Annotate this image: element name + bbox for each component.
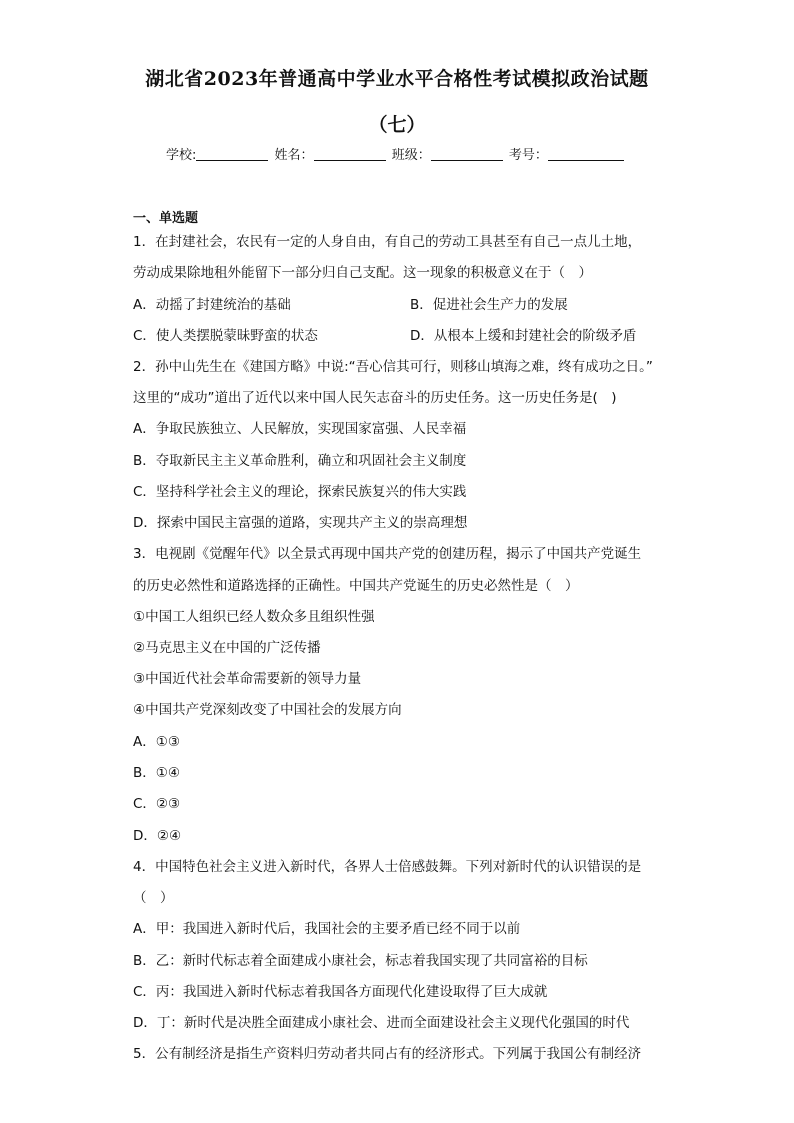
page-subtitle: （七）: [368, 114, 426, 136]
q2-option-a: A．争取民族独立、人民解放，实现国家富强、人民幸福: [133, 421, 467, 437]
q2-stem-line1: 2．孙中山先生在《建国方略》中说:“吾心信其可行，则移山填海之难，终有成功之日。”: [133, 359, 653, 375]
q3-statement-1: ①中国工人组织已经人数众多且组织性强: [133, 609, 375, 625]
name-blank: [314, 146, 386, 161]
q5-stem-line1: 5．公有制经济是指生产资料归劳动者共同占有的经济形式。下列属于我国公有制经济: [133, 1046, 642, 1062]
q4-stem-line1: 4．中国特色社会主义进入新时代，各界人士倍感鼓舞。下列对新时代的认识错误的是: [133, 859, 642, 875]
q1-option-c: C．使人类摆脱蒙昧野蛮的状态: [133, 328, 318, 344]
q1-option-a: A．动摇了封建统治的基础: [133, 297, 291, 313]
class-blank: [431, 146, 503, 161]
q1-option-d: D．从根本上缓和封建社会的阶级矛盾: [410, 328, 637, 344]
name-label: 姓名：: [274, 148, 314, 163]
q1-stem-line1: 1．在封建社会，农民有一定的人身自由，有自己的劳动工具甚至有自己一点儿土地，: [133, 234, 642, 250]
q2-stem-line2: 这里的“成功”道出了近代以来中国人民矢志奋斗的历史任务。这一历史任务是( ): [133, 390, 617, 406]
q3-statement-2: ②马克思主义在中国的广泛传播: [133, 640, 321, 656]
q2-option-d: D．探索中国民主富强的道路，实现共产主义的崇高理想: [133, 515, 468, 531]
q4-option-a: A．甲：我国进入新时代后，我国社会的主要矛盾已经不同于以前: [133, 921, 521, 937]
q1-option-b: B．促进社会生产力的发展: [410, 297, 568, 313]
q4-option-c: C．丙：我国进入新时代标志着我国各方面现代化建设取得了巨大成就: [133, 984, 548, 1000]
q3-statement-4: ④中国共产党深刻改变了中国社会的发展方向: [133, 702, 402, 718]
q3-option-d: D．②④: [133, 828, 182, 844]
q3-stem-line1: 3．电视剧《觉醒年代》以全景式再现中国共产党的创建历程，揭示了中国共产党诞生: [133, 546, 642, 562]
class-label: 班级：: [391, 148, 431, 163]
student-info-row: [166, 144, 626, 163]
q1-stem-line2: 劳动成果除地租外能留下一部分归自己支配。这一现象的积极意义在于（ ）: [133, 265, 592, 281]
q4-option-d: D．丁：新时代是决胜全面建成小康社会、进而全面建设社会主义现代化强国的时代: [133, 1015, 630, 1031]
q2-option-b: B．夺取新民主主义革命胜利，确立和巩固社会主义制度: [133, 453, 467, 469]
q3-option-c: C．②③: [133, 796, 181, 812]
page-title: 湖北省2023年普通高中学业水平合格性考试模拟政治试题: [145, 68, 649, 90]
q3-stem-line2: 的历史必然性和道路选择的正确性。中国共产党诞生的历史必然性是（ ）: [133, 578, 579, 594]
section-heading: 一、单选题: [133, 211, 199, 226]
q4-stem-line2: （ ）: [133, 890, 174, 906]
q2-option-c: C．坚持科学社会主义的理论，探索民族复兴的伟大实践: [133, 484, 467, 500]
q3-statement-3: ③中国近代社会革命需要新的领导力量: [133, 671, 362, 687]
q3-option-a: A．①③: [133, 734, 180, 750]
q3-option-b: B．①④: [133, 765, 180, 781]
q4-option-b: B．乙：新时代标志着全面建成小康社会，标志着我国实现了共同富裕的目标: [133, 953, 588, 969]
exam-no-blank: [548, 146, 624, 161]
school-blank: [196, 146, 268, 161]
exam-no-label: 考号：: [508, 148, 548, 163]
school-label: 学校:: [166, 148, 197, 163]
